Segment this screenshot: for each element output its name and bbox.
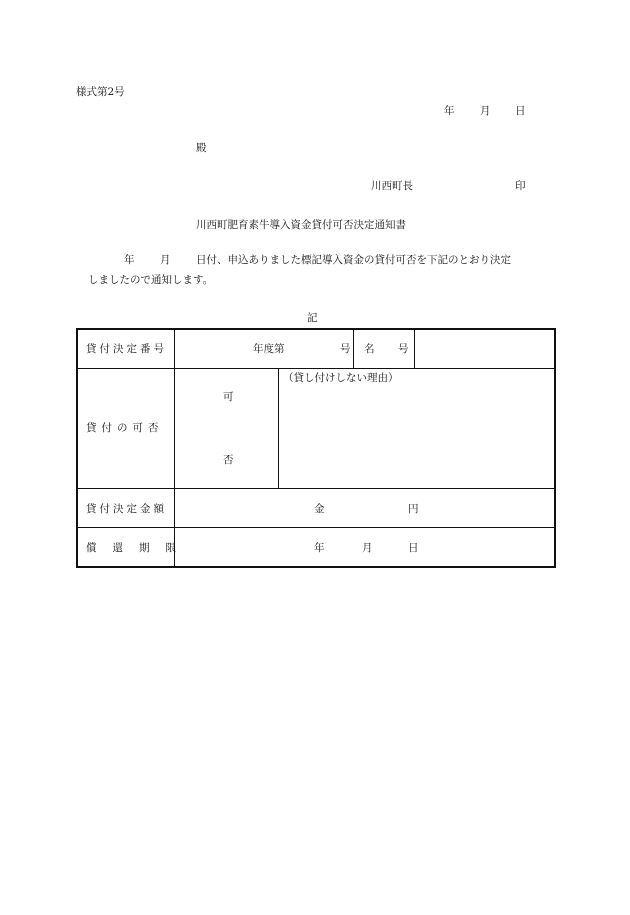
- issuer-seal: 印: [515, 180, 526, 192]
- deny-option: 否: [223, 454, 234, 466]
- form-number: 様式第2号: [76, 86, 125, 98]
- ki-heading: 記: [307, 312, 318, 324]
- date-header-month: 月: [480, 105, 491, 117]
- date-header-year: 年: [444, 105, 455, 117]
- issuer-name: 川西町長: [371, 180, 413, 192]
- row-divider: [78, 368, 554, 369]
- column-divider: [278, 368, 279, 488]
- body-line2: しましたので通知します。: [88, 274, 214, 286]
- reason-label: （貸し付けしない理由）: [283, 372, 399, 384]
- row-divider: [78, 488, 554, 489]
- decision-table: [76, 328, 556, 568]
- column-divider: [353, 330, 354, 368]
- body-date-month: 月: [160, 254, 171, 266]
- row-divider: [78, 527, 554, 528]
- document-title: 川西町肥育素牛導入資金貸付可否決定通知書: [196, 219, 406, 231]
- label-repayment-deadline: 償還期限: [86, 542, 192, 554]
- addressee-suffix: 殿: [196, 142, 207, 154]
- approve-option: 可: [223, 391, 234, 403]
- column-divider: [414, 330, 415, 368]
- name-suffix: 号: [398, 343, 409, 355]
- yen-label: 円: [408, 503, 419, 515]
- deadline-month: 月: [362, 542, 373, 554]
- body-date-year: 年: [124, 254, 135, 266]
- deadline-day: 日: [408, 542, 419, 554]
- year-label: 年度第: [253, 343, 285, 355]
- body-line1: 日付、申込ありました標記導入資金の貸付可否を下記のとおり決定: [196, 254, 511, 266]
- label-loan-amount: 貸付決定金額: [86, 503, 167, 515]
- name-label: 名: [364, 343, 375, 355]
- label-loan-decision-number: 貸付決定番号: [86, 343, 167, 355]
- number-suffix: 号: [340, 343, 351, 355]
- date-header-day: 日: [515, 105, 526, 117]
- kin-label: 金: [314, 503, 325, 515]
- column-divider: [174, 330, 175, 566]
- label-loan-approval: 貸付の可否: [86, 422, 164, 434]
- deadline-year: 年: [314, 542, 325, 554]
